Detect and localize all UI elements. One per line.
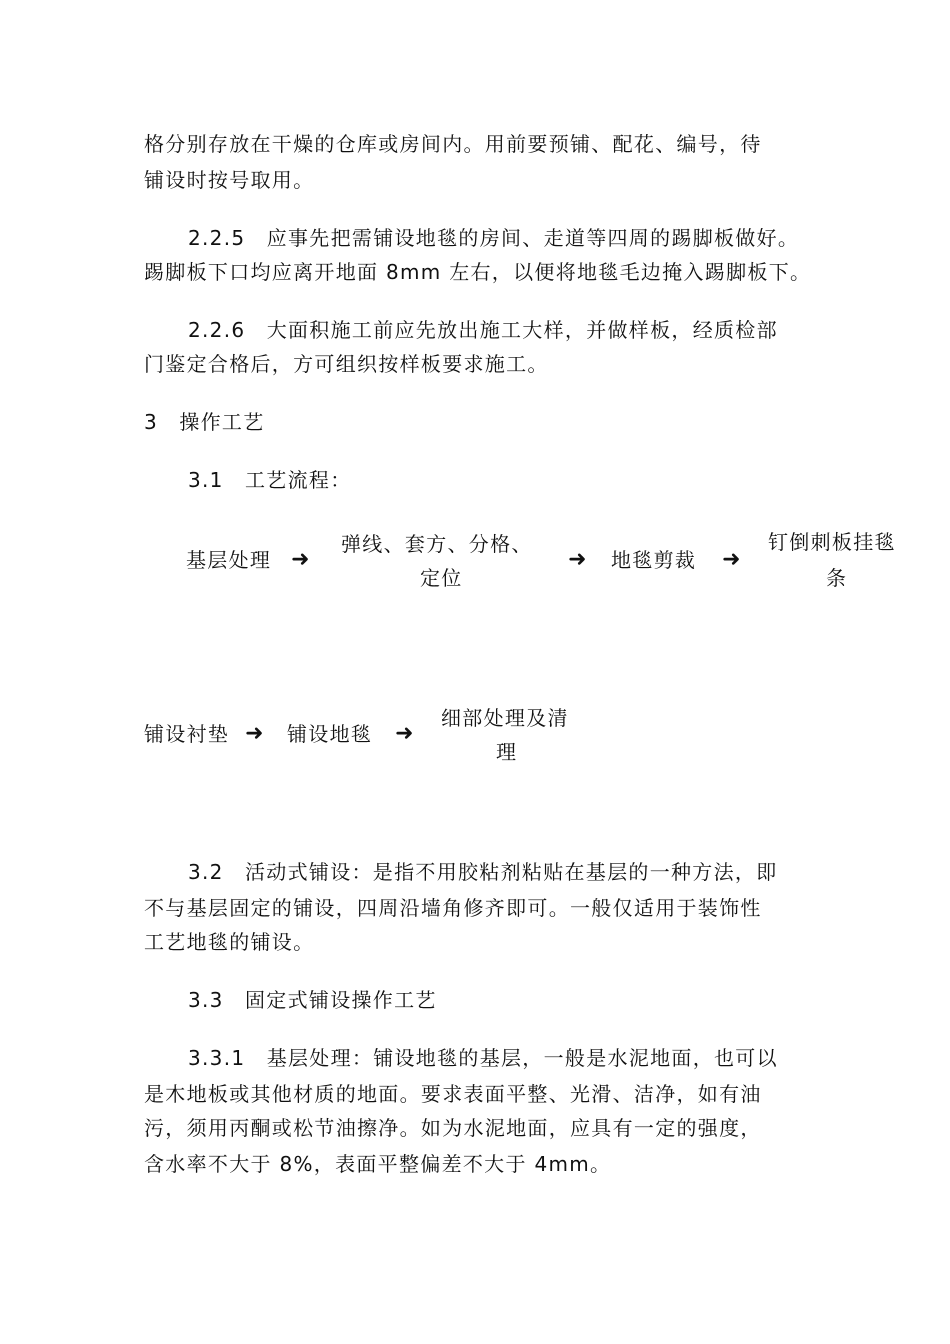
section-3-2-line: 3.2 活动式铺设：是指不用胶粘剂粘贴在基层的一种方法，即 (188, 860, 778, 884)
section-3-2-line: 工艺地毯的铺设。 (144, 930, 315, 954)
heading-section-3-3: 3.3 固定式铺设操作工艺 (188, 988, 437, 1012)
arrow-right-icon: ➜ (291, 547, 310, 572)
arrow-right-icon: ➜ (395, 721, 414, 746)
section-3-3-1-line: 含水率不大于 8%，表面平整偏差不大于 4mm。 (144, 1152, 612, 1176)
arrow-right-icon: ➜ (245, 721, 264, 746)
section-2-2-6-line: 2.2.6 大面积施工前应先放出施工大样，并做样板，经质检部 (188, 318, 778, 342)
section-2-2-5-line: 2.2.5 应事先把需铺设地毯的房间、走道等四周的踢脚板做好。 (188, 226, 800, 250)
paragraph-line: 格分别存放在干燥的仓库或房间内。用前要预铺、配花、编号，待 (144, 132, 762, 156)
heading-section-3: 3 操作工艺 (144, 410, 265, 434)
flow-step-detail-line1: 细部处理及清 (441, 706, 569, 730)
arrow-right-icon: ➜ (568, 547, 587, 572)
paragraph-line: 铺设时按号取用。 (144, 168, 315, 192)
section-3-3-1-line: 3.3.1 基层处理：铺设地毯的基层，一般是水泥地面，也可以 (188, 1046, 778, 1070)
flow-step-layout-line1: 弹线、套方、分格、 (341, 532, 533, 556)
section-2-2-6-line: 门鉴定合格后，方可组织按样板要求施工。 (144, 352, 549, 376)
flow-step-carpet-laying: 铺设地毯 (287, 722, 373, 746)
arrow-right-icon: ➜ (722, 547, 741, 572)
flow-step-tackstrip-line1: 钉倒刺板挂毯 (768, 530, 896, 554)
flow-step-underlay: 铺设衬垫 (144, 722, 230, 746)
heading-section-3-1: 3.1 工艺流程： (188, 468, 352, 492)
section-3-2-line: 不与基层固定的铺设，四周沿墙角修齐即可。一般仅适用于装饰性 (144, 896, 762, 920)
flow-step-carpet-cutting: 地毯剪裁 (611, 548, 697, 572)
section-3-3-1-line: 是木地板或其他材质的地面。要求表面平整、光滑、洁净，如有油 (144, 1082, 762, 1106)
section-2-2-5-line: 踢脚板下口均应离开地面 8mm 左右，以便将地毯毛边掩入踢脚板下。 (144, 260, 812, 284)
flow-step-base-treatment: 基层处理 (186, 548, 272, 572)
flow-step-layout-line2: 定位 (420, 566, 463, 590)
section-3-3-1-line: 污，须用丙酮或松节油擦净。如为水泥地面，应具有一定的强度， (144, 1116, 762, 1140)
flow-step-tackstrip-line2: 条 (826, 566, 848, 590)
flow-step-detail-line2: 理 (496, 740, 518, 764)
